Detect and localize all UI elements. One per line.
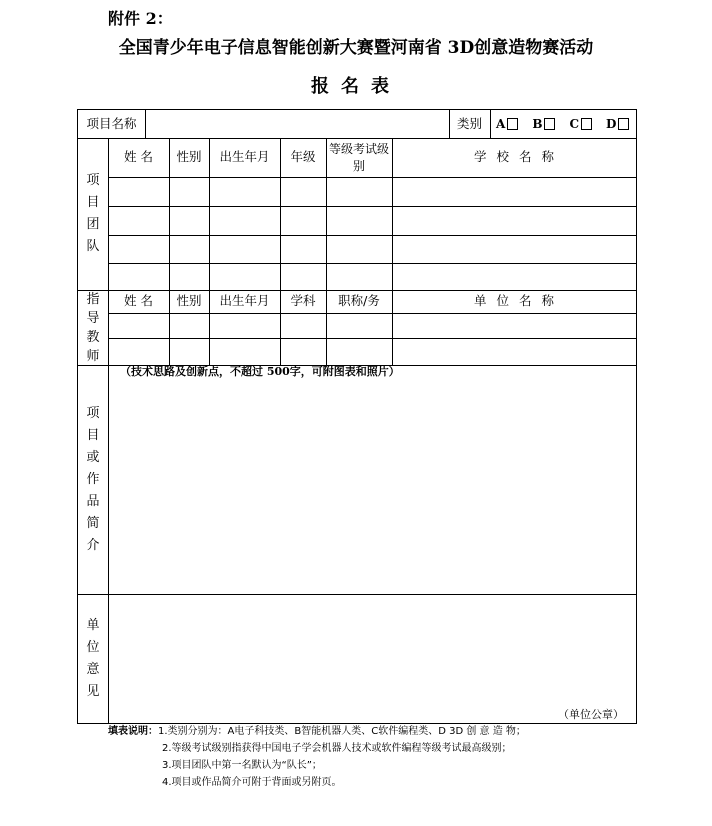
category-option-b[interactable] (532, 117, 555, 131)
checkbox-icon[interactable] (618, 118, 629, 130)
intro-side-label: 项 目 或 作 品 简 介 (86, 405, 100, 553)
team-header-name: 姓 名 (124, 149, 153, 165)
category-option-c-label: C (569, 117, 580, 131)
attachment-label: 附件 2： (108, 9, 173, 28)
unit-seal-label: （单位公章） (558, 708, 624, 721)
advisor-side-label: 指 导 教 师 (86, 291, 100, 364)
checkbox-icon[interactable] (544, 118, 555, 130)
advisor-header-birth: 出生年月 (219, 293, 270, 309)
form-notes (108, 723, 526, 791)
form-subtitle: 报名表 (311, 76, 401, 97)
category-option-a-label: A (496, 117, 506, 131)
note-item-4: 4.项目或作品简介可附于背面或另附页。 (162, 777, 342, 788)
intro-hint: （技术思路及创新点，不超过 500字，可附图表和照片） (120, 365, 400, 378)
team-side-label: 项 目 团 队 (86, 173, 100, 254)
advisor-header-gender: 性别 (176, 293, 202, 309)
registration-form (77, 109, 637, 724)
category-options (496, 110, 643, 138)
team-header-school: 学 校 名 称 (474, 149, 554, 165)
category-option-a[interactable] (496, 117, 518, 131)
checkbox-icon[interactable] (581, 118, 592, 130)
project-name-field[interactable] (145, 110, 449, 138)
category-label: 类别 (456, 115, 482, 131)
notes-lead: 填表说明： (108, 726, 158, 737)
note-item-3: 3.项目团队中第一名默认为“队长”； (162, 760, 322, 771)
opinion-side-label: 单 位 意 见 (86, 617, 100, 699)
note-item-2: 2.等级考试级别指获得中国电子学会机器人技术或软件编程等级考试最高级别； (162, 743, 512, 754)
category-option-d[interactable] (606, 117, 629, 131)
advisor-header-name: 姓 名 (124, 293, 153, 309)
team-header-gender: 性别 (176, 149, 202, 165)
category-option-d-label: D (606, 117, 617, 131)
note-item-1: 1.类别分别为：A电子科技类、B智能机器人类、C软件编程类、D 3D 创 意 造 物； (158, 726, 526, 737)
team-header-exam-level: 等级考试级别 (328, 142, 389, 173)
advisor-header-unit: 单 位 名 称 (474, 293, 554, 309)
checkbox-icon[interactable] (507, 118, 518, 130)
team-header-grade: 年级 (290, 149, 316, 165)
project-name-label: 项目名称 (86, 115, 137, 131)
form-title: 全国青少年电子信息智能创新大赛暨河南省 3D创意造物赛活动 (118, 38, 594, 58)
category-option-b-label: B (532, 117, 543, 131)
category-option-c[interactable] (569, 117, 592, 131)
advisor-header-title: 职称/务 (338, 293, 380, 309)
team-header-birth: 出生年月 (219, 149, 270, 165)
advisor-header-subject: 学科 (290, 293, 316, 309)
